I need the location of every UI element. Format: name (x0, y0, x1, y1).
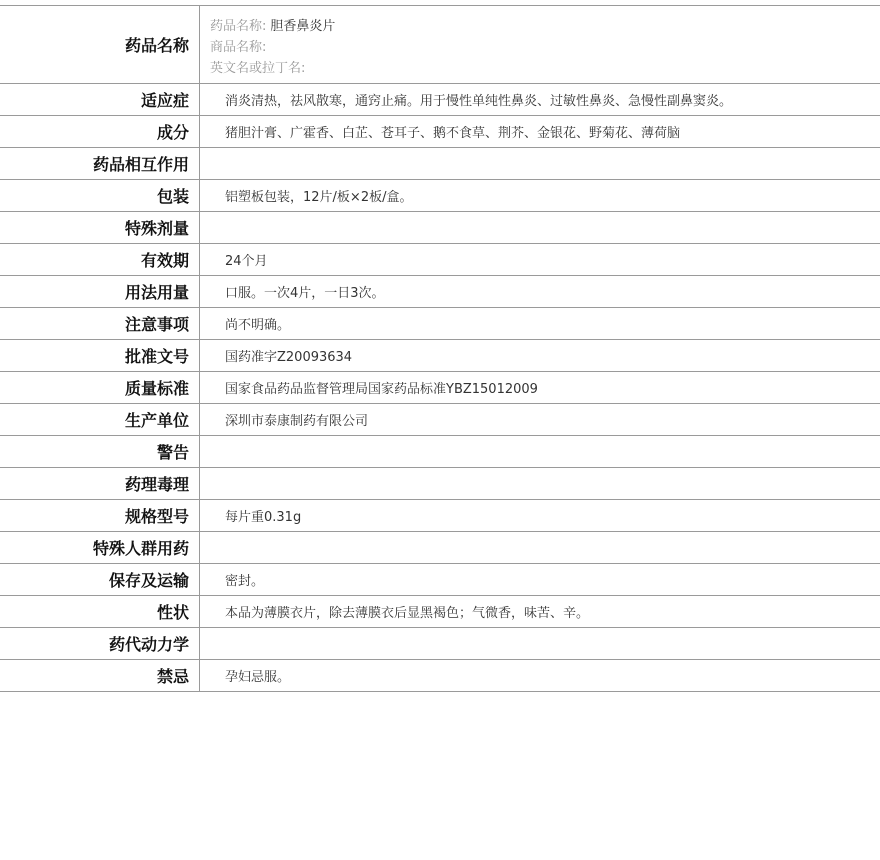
row-specification (0, 500, 880, 532)
row-storage (0, 564, 880, 596)
row-label: 包装 (0, 180, 200, 211)
row-approval-number (0, 340, 880, 372)
trade-name-key: 商品名称: (210, 40, 267, 55)
row-ingredients (0, 116, 880, 148)
row-pharmacokinetics (0, 628, 880, 660)
row-label: 保存及运输 (0, 564, 200, 595)
row-warning (0, 436, 880, 468)
row-value: 国药准字Z20093634 (225, 350, 353, 365)
row-value: 本品为薄膜衣片，除去薄膜衣后显黑褐色；气微香，味苦、辛。 (225, 606, 590, 621)
row-precautions (0, 308, 880, 340)
row-label: 成分 (0, 116, 200, 147)
row-value (200, 212, 880, 243)
row-label: 药代动力学 (0, 628, 200, 659)
row-value (200, 532, 880, 563)
row-value (200, 148, 880, 179)
row-value: 铝塑板包装，12片/板×2板/盒。 (225, 190, 413, 205)
row-value: 深圳市泰康制药有限公司 (225, 414, 369, 429)
row-special-populations (0, 532, 880, 564)
row-special-dosage (0, 212, 880, 244)
trade-name-line (210, 37, 880, 58)
row-label: 特殊剂量 (0, 212, 200, 243)
drug-name-value: 胆香鼻炎片 (270, 19, 336, 34)
row-value: 每片重0.31g (225, 510, 302, 525)
row-label: 质量标准 (0, 372, 200, 403)
row-value: 消炎清热，祛风散寒，通窍止痛。用于慢性单纯性鼻炎、过敏性鼻炎、急慢性副鼻窦炎。 (225, 94, 733, 109)
drug-name-line (210, 16, 880, 37)
row-value (200, 436, 880, 467)
drug-name-key: 药品名称: (210, 19, 267, 34)
row-label: 批准文号 (0, 340, 200, 371)
row-label: 特殊人群用药 (0, 532, 200, 563)
row-value (200, 468, 880, 499)
row-label: 药品相互作用 (0, 148, 200, 179)
row-label: 生产单位 (0, 404, 200, 435)
row-value: 猪胆汁膏、广霍香、白芷、苍耳子、鹅不食草、荆芥、金银花、野菊花、薄荷脑 (225, 126, 681, 141)
row-indications (0, 84, 880, 116)
row-label: 规格型号 (0, 500, 200, 531)
english-name-key: 英文名或拉丁名: (210, 61, 306, 76)
row-pharmacology (0, 468, 880, 500)
row-description (0, 596, 880, 628)
row-value (200, 628, 880, 659)
row-label: 适应症 (0, 84, 200, 115)
row-label: 性状 (0, 596, 200, 627)
row-drug-name (0, 6, 880, 84)
row-packaging (0, 180, 880, 212)
row-value: 24个月 (225, 254, 268, 269)
row-value: 尚不明确。 (225, 318, 291, 333)
row-shelf-life (0, 244, 880, 276)
drug-name-cell (200, 6, 880, 83)
row-interactions (0, 148, 880, 180)
row-label: 有效期 (0, 244, 200, 275)
row-value: 国家食品药品监督管理局国家药品标准YBZ15012009 (225, 382, 538, 397)
row-label: 警告 (0, 436, 200, 467)
row-contraindications (0, 660, 880, 692)
row-value: 密封。 (225, 574, 265, 589)
english-name-line (210, 58, 880, 79)
drug-spec-table (0, 5, 880, 692)
row-label: 注意事项 (0, 308, 200, 339)
row-value: 口服。一次4片，一日3次。 (225, 286, 385, 301)
row-usage (0, 276, 880, 308)
row-label: 药品名称 (0, 6, 200, 83)
row-label: 用法用量 (0, 276, 200, 307)
row-quality-standard (0, 372, 880, 404)
row-manufacturer (0, 404, 880, 436)
row-value: 孕妇忌服。 (225, 670, 291, 685)
row-label: 禁忌 (0, 660, 200, 691)
row-label: 药理毒理 (0, 468, 200, 499)
